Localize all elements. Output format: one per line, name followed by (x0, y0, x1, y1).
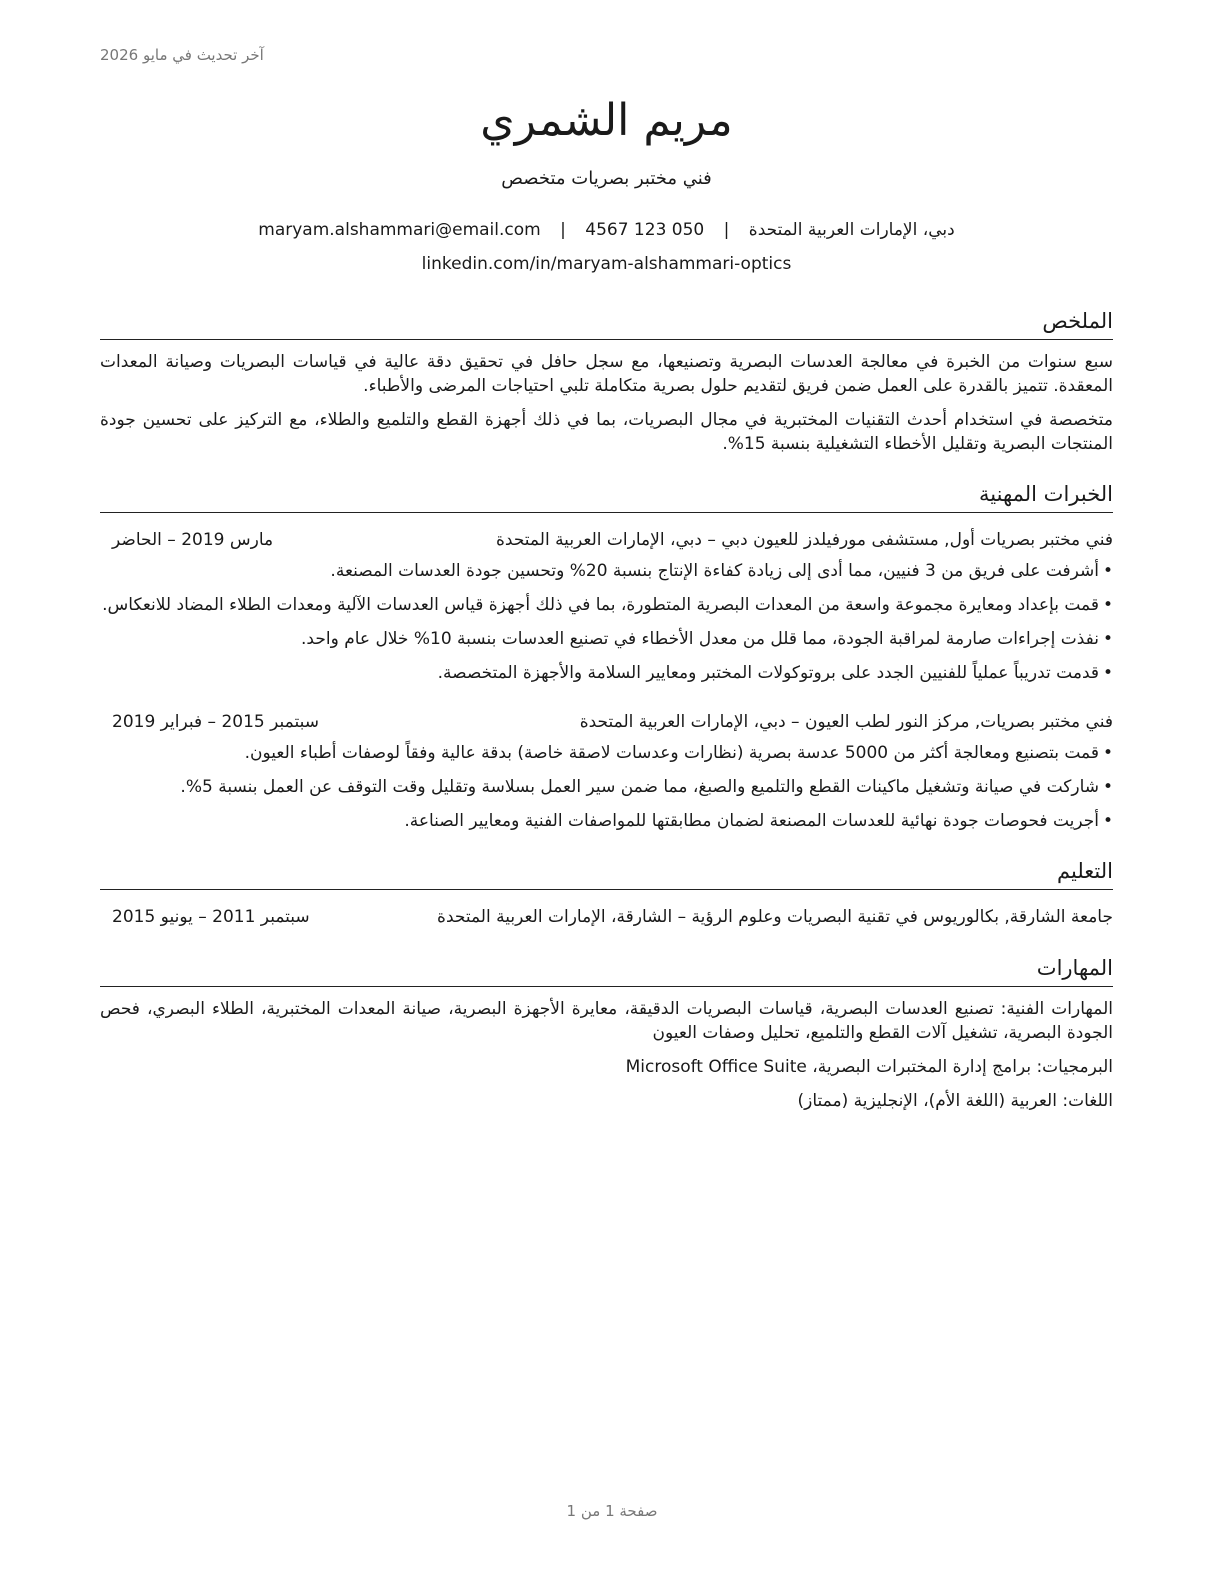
job-bullet: • أشرفت على فريق من 3 فنيين، مما أدى إلى زيادة كفاءة الإنتاج بنسبة 20% وتحسين جودة العدسات المصنعة. (100, 559, 1113, 583)
contact-separator: | (560, 220, 566, 240)
summary-title: الملخص (100, 305, 1113, 340)
job-bullets (100, 559, 1113, 685)
job-bullet: • شاركت في صيانة وتشغيل ماكينات القطع والتلميع والصبغ، مما ضمن سير العمل بسلاسة وتقليل وقت التوقف عن العمل بنسبة 5%. (100, 775, 1113, 799)
job-dates: سبتمبر 2015 – فبراير 2019 (112, 712, 319, 732)
contact-line (100, 213, 1113, 247)
job-bullet: • قمت بإعداد ومعايرة مجموعة واسعة من المعدات البصرية المتطورة، بما في ذلك أجهزة قياس العدسات الآلية ومعدات الطلاء المضاد للانعكاس. (100, 593, 1113, 617)
contact-linkedin[interactable]: linkedin.com/in/maryam-alshammari-optics (421, 254, 792, 274)
job-bullet: • قدمت تدريباً عملياً للفنيين الجدد على بروتوكولات المختبر ومعايير السلامة والأجهزة المتخصصة. (100, 661, 1113, 685)
skills-languages: اللغات: العربية (اللغة الأم)، الإنجليزية (ممتاز) (797, 1091, 1113, 1111)
contact-email[interactable]: maryam.alshammari@email.com (258, 220, 541, 240)
job-bullets (100, 741, 1113, 833)
job-bullet: • نفذت إجراءات صارمة لمراقبة الجودة، مما قلل من معدل الأخطاء في تصنيع العدسات بنسبة 10% خلال عام واحد. (100, 627, 1113, 651)
skills-software: البرمجيات: برامج إدارة المختبرات البصرية، Microsoft Office Suite (625, 1057, 1113, 1077)
contact-block (100, 213, 1113, 281)
page-number: صفحة 1 من 1 (566, 1502, 658, 1520)
job-heading: فني مختبر بصريات أول, مستشفى مورفيلدز للعيون دبي – دبي، الإمارات العربية المتحدة (496, 530, 1113, 550)
job-heading-row (100, 527, 1113, 553)
candidate-name: مريم الشمري (480, 95, 733, 146)
resume-content (100, 92, 1113, 1113)
education-row (100, 904, 1113, 930)
summary-paragraph: سبع سنوات من الخبرة في معالجة العدسات البصرية وتصنيعها، مع سجل حافل في تحقيق دقة عالية في قياسات البصريات وصيانة المعدات المعقدة. تتميز بالقدرة على العمل ضمن فريق لتقديم حلول بصرية متكاملة تلبي احتياجات المرضى والأطباء. (100, 352, 1113, 396)
education-heading: جامعة الشارقة, بكالوريوس في تقنية البصريات وعلوم الرؤية – الشارقة، الإمارات العربية المتحدة (437, 907, 1113, 927)
education-title: التعليم (100, 855, 1113, 890)
job-heading-row (100, 709, 1113, 735)
experience-title: الخبرات المهنية (100, 478, 1113, 513)
education-dates: سبتمبر 2011 – يونيو 2015 (112, 907, 310, 927)
job-heading: فني مختبر بصريات, مركز النور لطب العيون – دبي، الإمارات العربية المتحدة (579, 712, 1113, 732)
job-bullet: • أجريت فحوصات جودة نهائية للعدسات المصنعة لضمان مطابقتها للمواصفات الفنية ومعايير الصناعة. (100, 809, 1113, 833)
contact-phone: 4567 123 050 (585, 220, 705, 240)
last-updated-note: آخر تحديث في مايو 2026 (100, 46, 264, 64)
candidate-role: فني مختبر بصريات متخصص (501, 168, 712, 189)
skills-title: المهارات (100, 952, 1113, 987)
job-dates: مارس 2019 – الحاضر (112, 530, 274, 550)
job-bullet: • قمت بتصنيع ومعالجة أكثر من 5000 عدسة بصرية (نظارات وعدسات لاصقة خاصة) بدقة عالية وفقاً لوصفات أطباء العيون. (100, 741, 1113, 765)
summary-paragraph: متخصصة في استخدام أحدث التقنيات المختبرية في مجال البصريات، بما في ذلك أجهزة القطع والتلميع والطلاء، مع التركيز على تحسين جودة المنتجات البصرية وتقليل الأخطاء التشغيلية بنسبة 15%. (100, 410, 1113, 454)
skills-technical: المهارات الفنية: تصنيع العدسات البصرية، قياسات البصريات الدقيقة، معايرة الأجهزة البصرية، صيانة المعدات المختبرية، الطلاء البصري، فحص الجودة البصرية، تشغيل آلات القطع والتلميع، تحليل وصفات العيون (100, 999, 1113, 1043)
contact-separator: | (723, 220, 730, 240)
contact-location: دبي، الإمارات العربية المتحدة (748, 220, 955, 240)
